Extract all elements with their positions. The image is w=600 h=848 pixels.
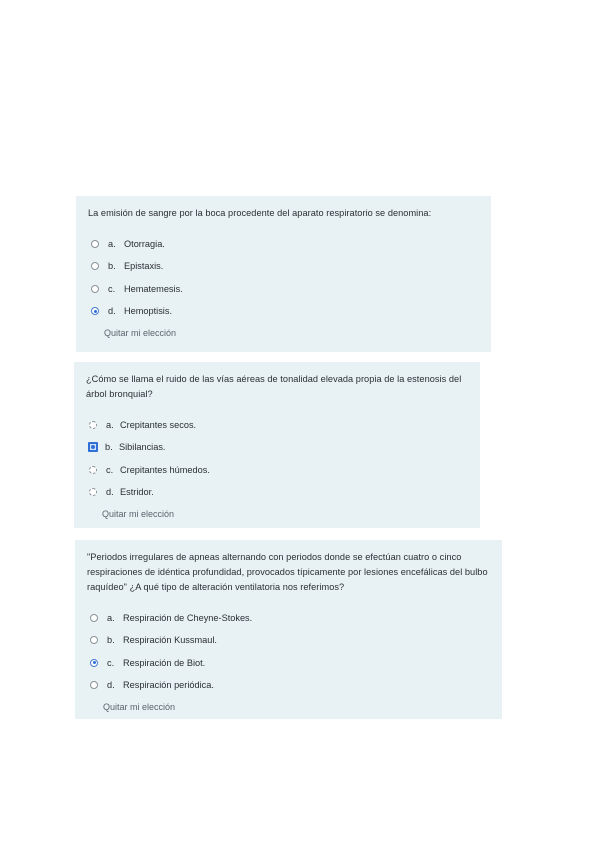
- option-label: Crepitantes húmedos.: [120, 464, 210, 475]
- option-letter: c.: [106, 464, 114, 475]
- radio-unchecked-icon[interactable]: [89, 488, 97, 496]
- option-letter: b.: [105, 442, 113, 453]
- option-label: Otorragia.: [124, 239, 165, 250]
- question-text: ¿Cómo se llama el ruido de las vías aéreas de tonalidad elevada propia de la estenosis del árbol bronquial?: [86, 374, 462, 399]
- option-letter: a.: [108, 239, 116, 250]
- option-label: Epistaxis.: [124, 261, 164, 272]
- option-letter: b.: [107, 635, 115, 646]
- question-text: La emisión de sangre por la boca procedente del aparato respiratorio se denomina:: [88, 208, 432, 218]
- option-letter: b.: [108, 261, 116, 272]
- radio-unchecked-icon[interactable]: [91, 240, 99, 248]
- option-letter: c.: [108, 283, 116, 294]
- option-label: Hematemesis.: [124, 283, 183, 294]
- option-letter: d.: [108, 306, 116, 317]
- clear-choice-link[interactable]: Quitar mi elección: [102, 509, 175, 520]
- radio-unchecked-icon[interactable]: [91, 262, 99, 270]
- radio-unchecked-icon[interactable]: [90, 614, 98, 622]
- question-card-2: [74, 362, 480, 528]
- option-label: Estridor.: [120, 487, 154, 498]
- option-label: Respiración de Biot.: [123, 657, 206, 668]
- option-a[interactable]: [88, 233, 479, 255]
- question-text: "Periodos irregulares de apneas alternando con periodos donde se efectúan cuatro o cinco respiraciones de idéntica profundidad, provocados típicamente por lesiones encefálicas del bulbo raquídeo" ¿A qué tipo de alteración ventilatoria nos referimos?: [87, 552, 488, 592]
- radio-unchecked-icon[interactable]: [90, 636, 98, 644]
- option-b[interactable]: [87, 629, 490, 651]
- option-letter: a.: [107, 613, 115, 624]
- option-c[interactable]: [86, 459, 468, 481]
- option-label: Hemoptisis.: [124, 306, 172, 317]
- clear-choice-link[interactable]: Quitar mi elección: [103, 702, 176, 713]
- option-a[interactable]: [86, 414, 468, 436]
- option-letter: d.: [107, 680, 115, 691]
- radio-checked-focused-icon[interactable]: [88, 442, 98, 452]
- radio-unchecked-icon[interactable]: [89, 421, 97, 429]
- radio-unchecked-icon[interactable]: [90, 681, 98, 689]
- option-c[interactable]: [87, 652, 490, 674]
- option-label: Respiración periódica.: [123, 680, 214, 691]
- option-d[interactable]: [87, 674, 490, 696]
- radio-unchecked-icon[interactable]: [89, 466, 97, 474]
- option-b[interactable]: [86, 436, 468, 458]
- radio-checked-icon[interactable]: [91, 307, 99, 315]
- option-d[interactable]: [88, 300, 479, 322]
- option-label: Respiración Kussmaul.: [123, 635, 217, 646]
- option-letter: c.: [107, 657, 115, 668]
- question-card-3: [75, 540, 502, 719]
- clear-choice-link[interactable]: Quitar mi elección: [104, 328, 177, 339]
- option-letter: d.: [106, 487, 114, 498]
- option-b[interactable]: [88, 255, 479, 277]
- radio-checked-icon[interactable]: [90, 659, 98, 667]
- radio-unchecked-icon[interactable]: [91, 285, 99, 293]
- option-label: Sibilancias.: [119, 442, 166, 453]
- option-c[interactable]: [88, 278, 479, 300]
- question-card-1: [76, 196, 491, 352]
- option-label: Respiración de Cheyne-Stokes.: [123, 613, 253, 624]
- option-a[interactable]: [87, 607, 490, 629]
- option-letter: a.: [106, 420, 114, 431]
- option-d[interactable]: [86, 481, 468, 503]
- option-label: Crepitantes secos.: [120, 420, 197, 431]
